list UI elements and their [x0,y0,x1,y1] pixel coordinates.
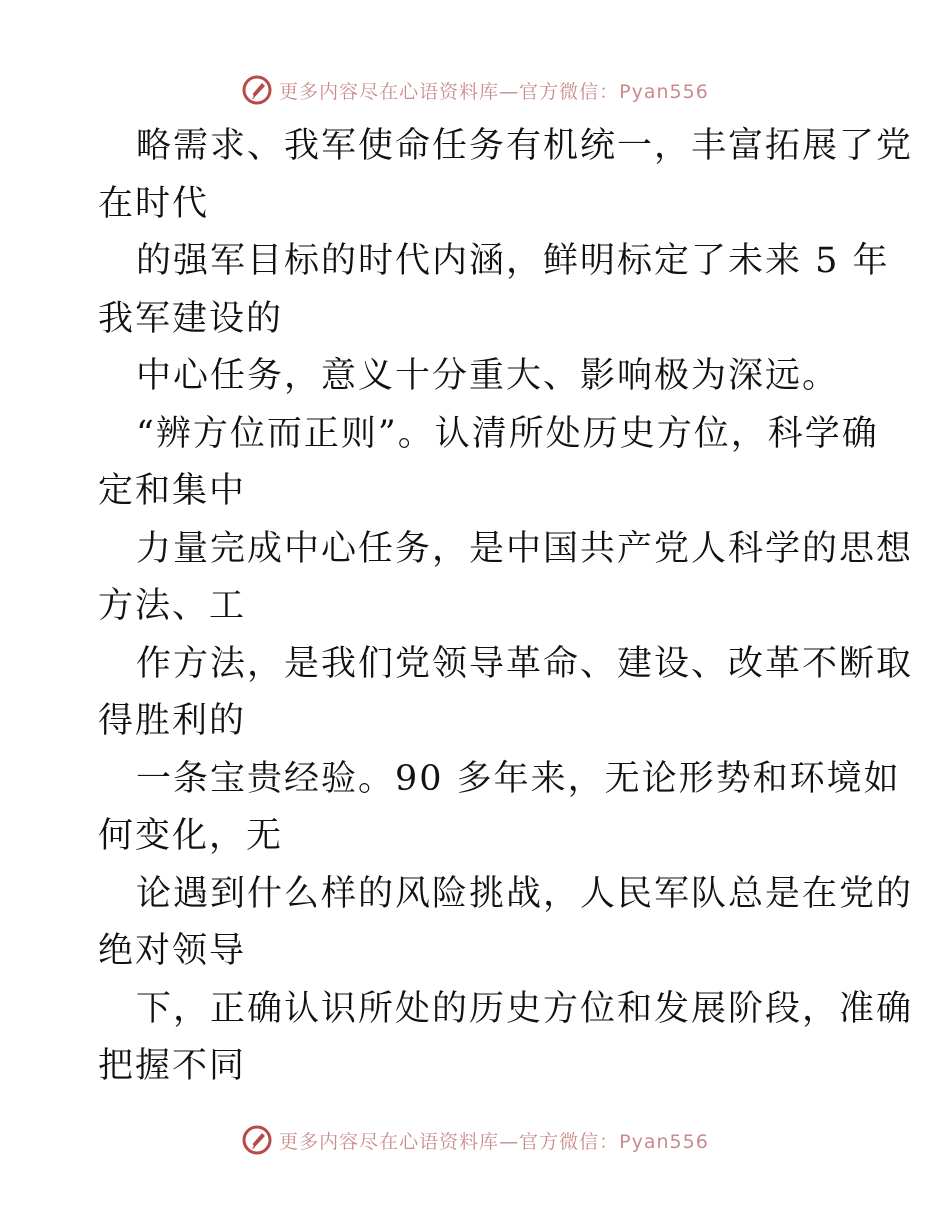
text-line: 作方法，是我们党领导革命、建设、改革不断取 [136,643,914,684]
text-line: 力量完成中心任务，是中国共产党人科学的思想 [136,528,914,569]
text-line: 中心任务，意义十分重大、影响极为深远。 [136,356,840,396]
text-line: 下，正确认识所处的历史方位和发展阶段，准确 [136,988,914,1029]
text-line: “辨方位而正则”。认清所处历史方位，科学确 [136,413,879,454]
text-line: 我军建设的 [98,298,284,339]
text-line: 定和集中 [98,471,247,511]
pen-circle-logo-icon [241,1124,273,1156]
text-line: 得胜利的 [98,701,247,741]
text-line: 何变化，无 [98,816,284,856]
footer-watermark [0,1120,950,1160]
text-line: 论遇到什么样的风险挑战，人民军队总是在党的 [136,873,914,914]
header-watermark [0,70,950,110]
watermark-text: 更多内容尽在心语资料库—官方微信：Pyan556 [279,1130,709,1153]
text-line: 方法、工 [98,586,247,626]
text-line: 一条宝贵经验。90 多年来，无论形势和环境如 [136,758,901,799]
text-line: 绝对领导 [98,931,247,971]
text-line: 的强军目标的时代内涵，鲜明标定了未来 5 年 [136,241,890,281]
document-body [98,118,914,1096]
text-line: 把握不同 [98,1046,247,1086]
pen-circle-logo-icon [241,74,273,106]
text-line: 在时代 [98,183,210,224]
text-line: 略需求、我军使命任务有机统一，丰富拓展了党 [136,126,914,166]
watermark-text: 更多内容尽在心语资料库—官方微信：Pyan556 [279,80,709,103]
